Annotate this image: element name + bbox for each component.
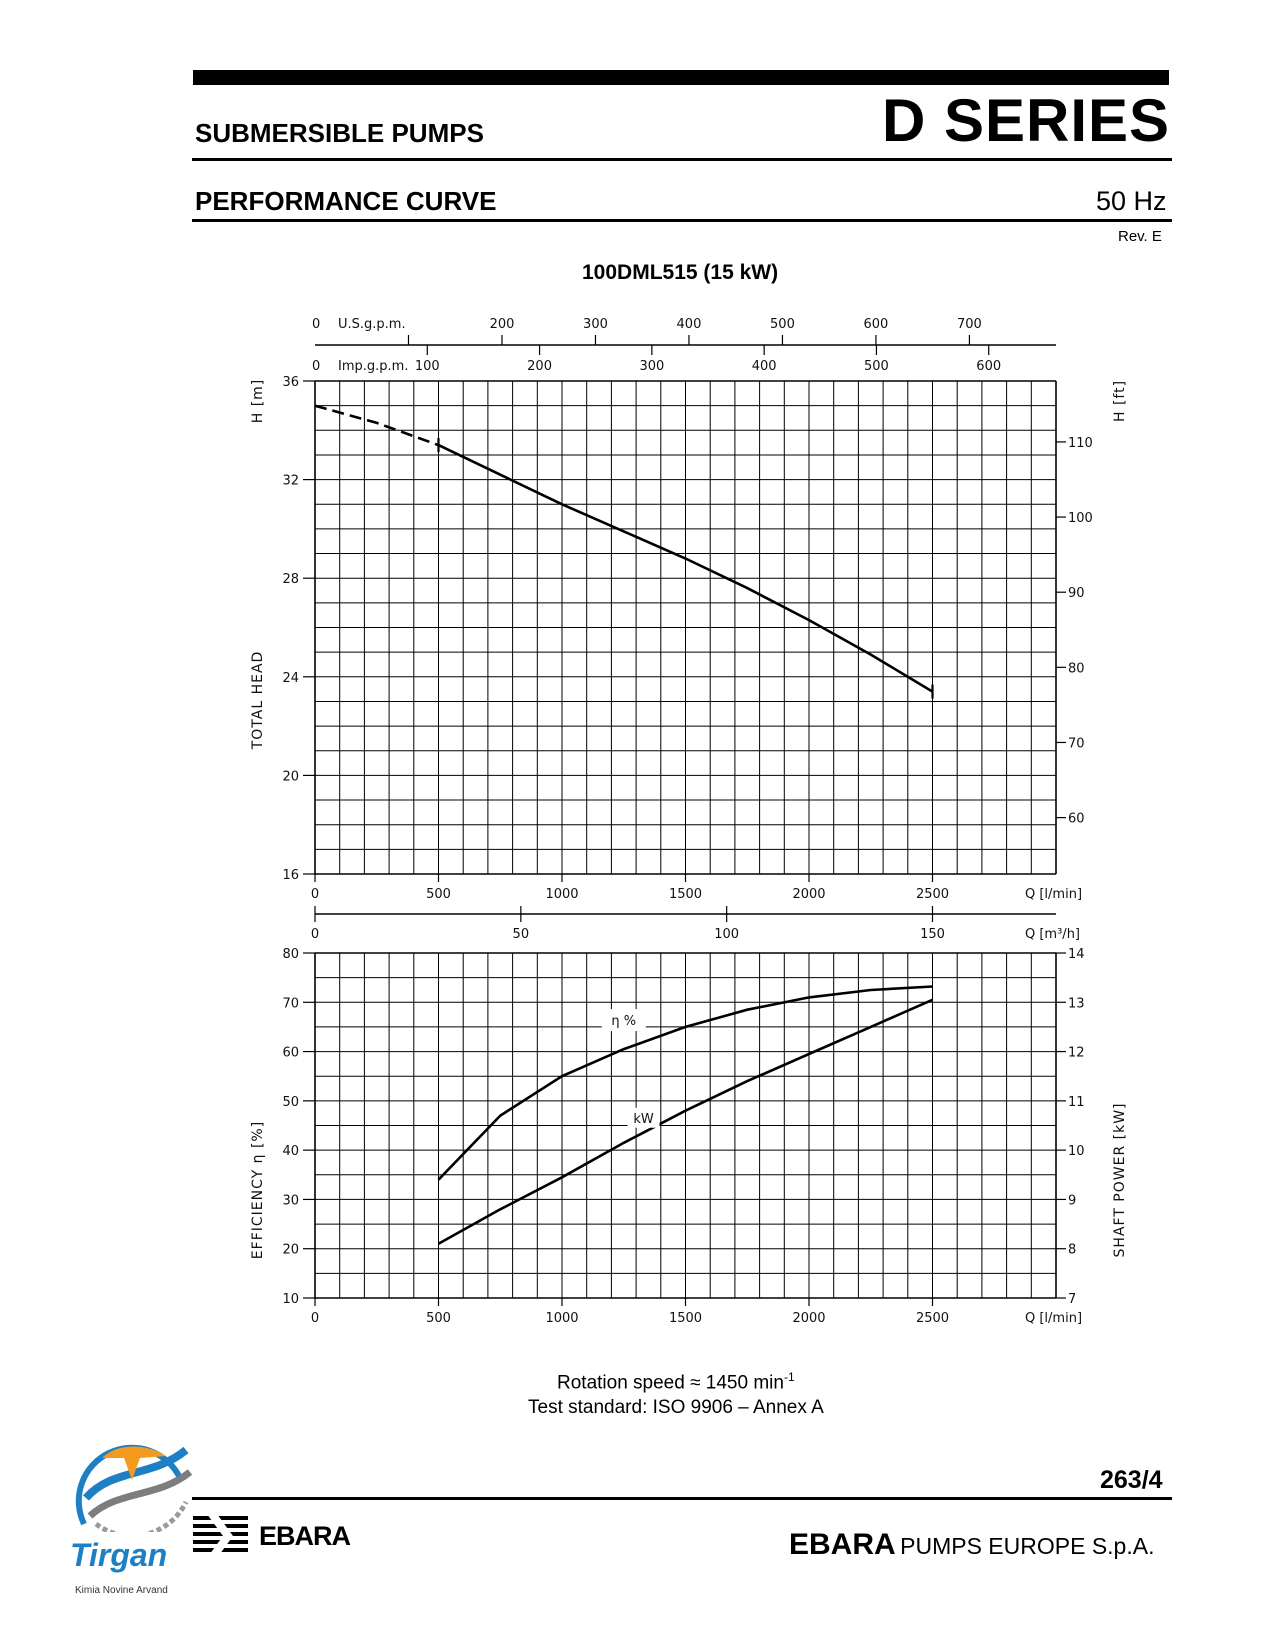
eff-y-tick-label: 10 bbox=[282, 1292, 299, 1307]
head-y-tick-label: 20 bbox=[282, 769, 299, 785]
efficiency-curve-label: η % bbox=[611, 1014, 637, 1030]
head-curve-dashed bbox=[315, 406, 439, 445]
ebara-logo-text: EBARA bbox=[259, 1521, 351, 1551]
eff-y-tick-label: 20 bbox=[282, 1242, 299, 1258]
head-x-axis-label: Q [l/min] bbox=[1025, 887, 1083, 902]
usgpm-tick-label: 200 bbox=[489, 317, 515, 332]
head-ft-tick-label: 70 bbox=[1068, 736, 1085, 752]
head-y-unit-label: H [m] bbox=[250, 378, 266, 424]
power-y-tick-label: 11 bbox=[1068, 1094, 1085, 1110]
eff-y-axis-title: EFFICIENCY η [%] bbox=[250, 1120, 266, 1260]
eff-y-tick-label: 40 bbox=[282, 1144, 299, 1160]
rotation-speed bbox=[557, 1370, 795, 1394]
head-y-axis-title: TOTAL HEAD bbox=[250, 650, 266, 750]
head-y-tick-label: 16 bbox=[282, 868, 299, 883]
m3h-tick-label: 0 bbox=[310, 927, 320, 942]
head-y-tick-label: 24 bbox=[282, 670, 299, 686]
head-x-tick-label: 1000 bbox=[545, 887, 579, 902]
impgpm-tick-label: 500 bbox=[864, 359, 889, 374]
impgpm-tick-label: 600 bbox=[976, 359, 1002, 374]
usgpm-tick-label: 500 bbox=[770, 317, 795, 332]
frequency-label: 50 Hz bbox=[1096, 186, 1167, 216]
head-y-tick-label: 36 bbox=[282, 375, 299, 390]
head-x-tick-label: 500 bbox=[426, 887, 451, 902]
m3h-axis-label: Q [m³/h] bbox=[1025, 927, 1081, 942]
eff-x-tick-label: 1500 bbox=[668, 1311, 703, 1326]
footer-rule bbox=[192, 1497, 1172, 1500]
usgpm-tick-label: 300 bbox=[583, 317, 608, 332]
eff-y-tick-label: 70 bbox=[282, 996, 299, 1012]
power-curve-label: kW bbox=[633, 1111, 654, 1127]
eff-y-tick-label: 80 bbox=[282, 947, 299, 962]
category-title: SUBMERSIBLE PUMPS bbox=[195, 118, 484, 148]
ebara-logo-icon bbox=[193, 1514, 253, 1558]
section-title: PERFORMANCE CURVE bbox=[195, 186, 497, 216]
m3h-tick-label: 50 bbox=[512, 927, 530, 942]
usgpm-tick-label: 0 bbox=[312, 317, 321, 332]
revision-label: Rev. E bbox=[1118, 228, 1162, 245]
eff-x-tick-label: 0 bbox=[310, 1311, 320, 1326]
company-name bbox=[789, 1528, 1154, 1562]
usgpm-tick-label: 700 bbox=[957, 317, 982, 332]
head-y-tick-label: 28 bbox=[282, 572, 299, 588]
head-x-tick-label: 2500 bbox=[915, 887, 950, 902]
head-ft-tick-label: 80 bbox=[1068, 661, 1085, 677]
eff-x-tick-label: 1000 bbox=[545, 1311, 579, 1326]
chart-title: 100DML515 (15 kW) bbox=[582, 261, 779, 284]
eff-x-axis-label: Q [l/min] bbox=[1025, 1311, 1083, 1326]
m3h-tick-label: 100 bbox=[714, 927, 740, 942]
head-x-tick-label: 1500 bbox=[668, 887, 703, 902]
rotation-speed-text: Rotation speed ≈ 1450 min bbox=[557, 1372, 784, 1394]
tirgan-logo-subtitle: Kimia Novine Arvand bbox=[75, 1585, 168, 1596]
eff-x-tick-label: 2500 bbox=[915, 1311, 950, 1326]
company-name-rest: PUMPS EUROPE S.p.A. bbox=[900, 1533, 1155, 1559]
tirgan-logo-icon bbox=[62, 1428, 202, 1532]
usgpm-axis-label: U.S.g.p.m. bbox=[338, 317, 406, 332]
power-y-tick-label: 12 bbox=[1068, 1045, 1085, 1061]
impgpm-tick-label: 0 bbox=[312, 359, 321, 374]
head-y-tick-label: 32 bbox=[282, 473, 299, 489]
power-y-tick-label: 9 bbox=[1068, 1193, 1077, 1209]
eff-x-tick-label: 2000 bbox=[792, 1311, 826, 1326]
head-ft-tick-label: 60 bbox=[1068, 811, 1085, 827]
m3h-tick-label: 150 bbox=[920, 927, 945, 942]
power-y-tick-label: 8 bbox=[1068, 1242, 1077, 1258]
rotation-speed-exponent: -1 bbox=[783, 1370, 795, 1384]
page-number: 263/4 bbox=[1100, 1466, 1163, 1494]
series-title: D SERIES bbox=[882, 87, 1171, 154]
power-y-tick-label: 10 bbox=[1068, 1144, 1085, 1160]
eff-x-tick-label: 500 bbox=[426, 1311, 451, 1326]
impgpm-axis-label: Imp.g.p.m. bbox=[338, 359, 409, 374]
head-ft-tick-label: 110 bbox=[1068, 435, 1093, 451]
head-ft-unit-label: H [ft] bbox=[1112, 379, 1128, 423]
impgpm-tick-label: 100 bbox=[414, 359, 440, 374]
head-ft-tick-label: 100 bbox=[1068, 511, 1093, 527]
eff-y-tick-label: 30 bbox=[282, 1193, 299, 1209]
head-x-tick-label: 2000 bbox=[792, 887, 826, 902]
eff-y-tick-label: 60 bbox=[282, 1045, 299, 1061]
impgpm-tick-label: 200 bbox=[527, 359, 552, 374]
power-y-axis-title: SHAFT POWER [kW] bbox=[1112, 1102, 1128, 1258]
tirgan-logo-text: Tirgan bbox=[70, 1537, 168, 1573]
eff-y-tick-label: 50 bbox=[282, 1094, 299, 1110]
power-y-tick-label: 7 bbox=[1068, 1292, 1077, 1307]
company-name-strong: EBARA bbox=[789, 1528, 896, 1561]
head-x-tick-label: 0 bbox=[310, 887, 320, 902]
usgpm-tick-label: 400 bbox=[676, 317, 702, 332]
usgpm-tick-label: 600 bbox=[863, 317, 889, 332]
power-y-tick-label: 13 bbox=[1068, 996, 1085, 1012]
test-standard: Test standard: ISO 9906 – Annex A bbox=[528, 1397, 824, 1418]
impgpm-tick-label: 300 bbox=[639, 359, 665, 374]
impgpm-tick-label: 400 bbox=[751, 359, 777, 374]
power-y-tick-label: 14 bbox=[1068, 947, 1085, 962]
head-ft-tick-label: 90 bbox=[1068, 586, 1085, 602]
